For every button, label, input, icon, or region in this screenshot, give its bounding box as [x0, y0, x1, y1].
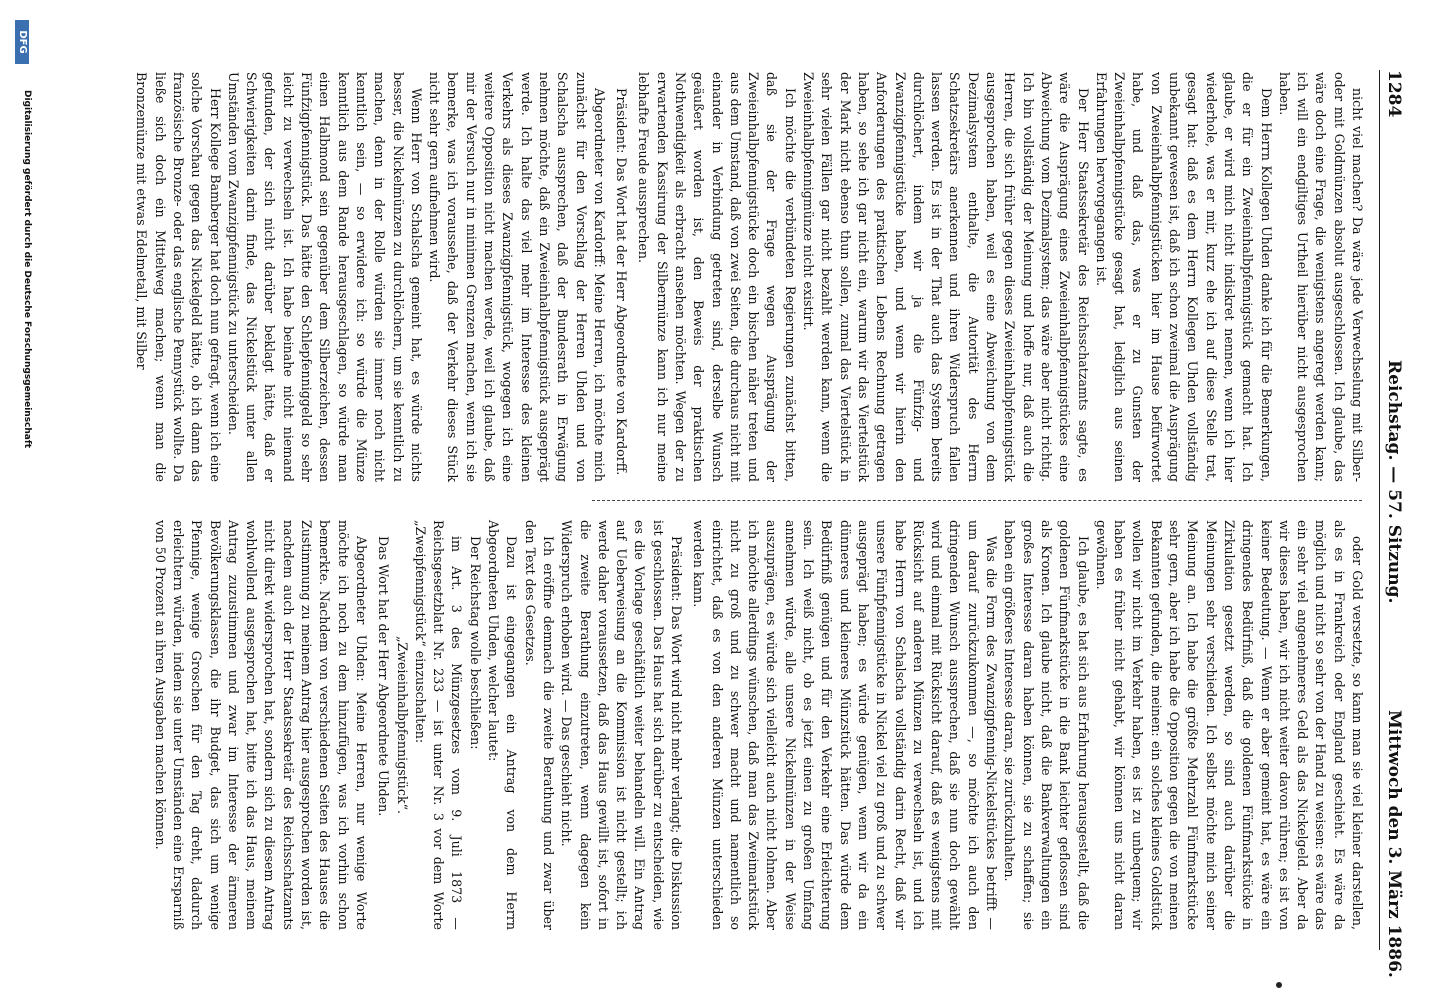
paragraph: Ich glaube, es hat sich aus Erfahrung herausgestellt, daß die goldenen Fünfmarkstücke in die Bank leichter geflossen sind als Kronen. Ich glaube nicht, daß die Bankverwaltungen ein großes Interesse daran haben können, sie zu schaffen; sie haben ein größeres Interesse daran, sie zurückzuhalten.: [1002, 520, 1091, 930]
header-rule: [1379, 70, 1380, 950]
paragraph: Wenn Herr von Schalscha gemeint hat, es würde nichts besser, die Nickelmünzen zu durchlöchern, um sie kenntlich zu machen, denn in der Rolle würden sie immer noch nicht kenntlich sein, — so erwidere ich: so würde die Münze kenntlich aus dem Rande herausgeschlagen, so würde man einen Halbmond sein gegenüber dem Silberzeichen, dessen Fünfzigpfennigstück. Das hätte den Schlepfenniggeld so sehr leicht zu verwechseln ist. Ich habe beinahe nicht niemand gefunden, der sich nicht darüber beklagt hätte, daß er Schwierigkeiten darin finde, das Nickelstück unter allen Umständen vom Zwanzigpfennigstück zu unterscheiden.: [225, 72, 424, 482]
paragraph: nicht viel machen? Da wäre jede Verwechselung mit Silber- oder mit Goldmünzen absolut ausgeschlossen. Ich glaube, das wäre doch eine Frage, die wenigstens angeregt werden kann; ich will ein endgiltiges Urtheil hierüber nicht ausgesprochen haben.: [1276, 72, 1365, 482]
left-column: [134, 72, 1366, 482]
paragraph: Dazu ist eingegangen ein Antrag von dem Herrn Abgeordneten Uhden, welcher lautet:: [486, 520, 520, 930]
paragraph: Abgeordneter Uhden: Meine Herren, nur wenige Worte möchte ich noch zu dem hinzufügen, was ich vorhin schon bemerkte. Nachdem von verschiedenen Seiten des Hauses die Zustimmung zu meinem Antrag hier ausgesprochen worden ist, nachdem auch der Herr Staatssekretär des Reichsschatzamts nicht direkt widersprochen hat, sondern sich zu diesem Antrag wohlwollend ausgesprochen hat, bitte ich das Haus, meinem Antrag zuzustimmen und zwar im Interesse der ärmeren Bevölkerungsklassen, die ihr Budget, das sich um wenige Pfennige, wenige Groschen für den Tag dreht, dadurch erleichtern würden, indem sie unter Umständen eine Ersparniß von 50 Prozent an ihren Ausgaben machen können.: [152, 520, 369, 930]
right-column: [152, 520, 1366, 930]
page-header: [1378, 70, 1404, 978]
page-date: Mittwoch den 3. März 1886.: [1384, 710, 1404, 978]
dfg-logo: DFG: [15, 20, 29, 64]
paragraph: Abgeordneter von Kardorff: Meine Herren, ich möchte mich zunächst für den Vorschlag der Herren Uhden und von Schalscha aussprechen, daß der Bundesrath in Erwägung nehmen möchte, daß ein Zweieinhalbpfennigstück ausgeprägt werde. Ich halte das viel mehr im Interesse des kleinen Verkehrs als dieses Zwanzigpfennigstück, wogegen ich eine weitere Opposition nicht machen werde, weil ich glaube, daß mir der Versuch nur in minimen Grenzen machen, wenn ich sie bemerke, was ich voraussehe, daß der Verkehr dieses Stück nicht sehr gern aufnehmen wird.: [427, 72, 607, 482]
paragraph: Präsident: Das Wort hat der Herr Abgeordnete von Kardorff.: [614, 88, 630, 476]
paragraph: „Zweieinhalbpfennigstück“.: [394, 635, 410, 815]
paragraph: Der Reichstag wolle beschließen:: [467, 536, 483, 750]
paragraph: Was die Form des Zwanzigpfennig-Nickelstückes betrifft — um darauf zurückzukommen —, so möchte ich auch den dringenden Wunsch aussprechen, daß sie nun doch gewählt wird und einmal mit Rücksicht darauf, daß es wenigstens mit Rücksicht auf anderen Münzen zu verwechseln ist, und ich habe Herrn von Schalscha vollständig darin Recht, daß wir unsere Fünfpfennigstücke in Nickel viel zu groß und zu schwer ausgeprägt haben; es würde genügen, wenn wir da ein dünneres und kleineres Münzstück hätten. Das würde dem Bedürfniß genügen und für den Verkehr eine Erleichterung sein. Ich weiß nicht, ob es jetzt einen zu großen Umfang annehmen würde, alle unsere Nickelmünzen in der Weise auszuprägen, es würde sich vielleicht auch nicht lohnen. Aber ich möchte allerdings wünschen, daß man das Zweimarkstück nicht zu groß und zu schwer macht und namentlich so einrichtet, daß es von den anderen Münzen unterschieden werden kann.: [691, 520, 1000, 930]
paragraph: Herr Kollege Bamberger hat doch nun gefragt, wenn ich eine solche Vorschau gegen das Nickelgeld hätte, ob ich dann das französische Bronze- oder das englische Pennystück wollte. Da ließe sich doch ein Mittelweg machen; wenn man die Bronzemünze mit etwas Edelmetall, mit Silber: [134, 72, 223, 482]
paragraph: im Art. 3 des Münzgesetzes vom 9. Juli 1873 — Reichsgesetzblatt Nr. 233 — ist unter Nr. 3 vor dem Worte „Zweipfennigstück“ einzuschalten:: [412, 520, 465, 930]
page-title: Reichstag. — 57. Sitzung.: [1384, 360, 1404, 604]
paragraph: Präsident: Das Wort wird nicht mehr verlangt; die Diskussion ist geschlossen. Das Haus hat sich darüber zu entscheiden, wie es die Vorlage geschäftlich weiter behandeln will. Ein Antrag auf Ueberweisung an die Kommission ist nicht gestellt; ich werde daher voraussetzen, daß das Haus gewillt ist, sofort in die zweite Berathung einzutreten, wenn dagegen kein Widerspruch erhoben wird. — Das geschieht nicht.: [559, 520, 685, 930]
paragraph: Ich eröffne demnach die zweite Berathung und zwar über den Text des Gesetzes.: [522, 520, 556, 930]
paragraph: Das Wort hat der Herr Abgeordnete Uhden.: [376, 536, 392, 817]
paragraph: oder Gold versetzte, so kann man sie viel kleiner darstellen, als es in Frankreich oder England geschieht. Es wäre da möglich und nicht so sehr von der Hand zu weisen: es wäre das ein sehr viel angenehmeres Geld als das Nickelgeld. Aber da wir dieses haben, wir ich nicht weiter davon rühren; es ist von keiner Bedeutung. — Wenn er aber gemeint hat, es wäre ein dringendes Bedürfniß, daß die goldenen Fünfmarkstücke in Zirkulation gesetzt werden, so sind auch darüber die Meinungen sehr verschieden. Ich selbst möchte mich seiner Meinung an. Ich habe die größte Mehrzahl Fünfmarkstücke sehr gern, aber ich habe die Opposition gegen die von meinen Bekannten gefunden, die meinen: ein solches kleines Goldstück wollen wir nicht im Verkehr haben, es ist zu unbequem; wir haben es früher nicht gehabt, wir können uns nicht daran gewöhnen.: [1093, 520, 1365, 930]
digitization-credit: Digitalisierung gefördert durch die Deutsche Forschungsgemeinschaft: [22, 90, 32, 449]
scan-speck: [1276, 982, 1282, 988]
page-number: 1284: [1384, 70, 1404, 118]
paragraph: Ich möchte die verbündeten Regierungen zunächst bitten, daß sie der Frage wegen Ausprägung der Zweieinhalbpfennigstücke doch ein bischen näher treten und aus dem Umstand, daß von zwei Seiten, die durchaus nicht mit einander in Verbindung getreten sind, derselbe Wunsch geäußert worden ist, den Beweis der praktischen Nothwendigkeit als erbracht ansehen möchten. Wegen der zu erwartenden Kassirung der Silbermünze kann ich nur meine lebhafte Freude aussprechen.: [636, 72, 798, 482]
column-separator: [592, 500, 1362, 501]
paragraph: Dem Herrn Kollegen Uhden danke ich für die Bemerkungen, die er für ein Zweieinhalbpfennigstück gemacht hat. Ich glaube, er wird mich nicht indiskret nennen, wenn ich hier wiederhole, was er mir, kurz ehe ich auf diese Stelle trat, gesagt hat: daß es dem Herrn Kollegen Uhden vollständig unbekannt gewesen ist, daß ich schon zweimal die Ausprägung von Zweieinhalbpfennigstücken hier im Hause befürwortet habe, und daß das, was er zu Gunsten der Zweieinhalbpfennigstücke gesagt hat, lediglich aus seinen Erfahrungen hervorgegangen ist.: [1093, 72, 1274, 482]
paragraph: Der Herr Staatssekretär des Reichsschatzamts sagte, es wäre die Ausprägung eines Zweieinhalbpfennigstückes eine Abweichung vom Dezimalsystem; das wäre aber nicht richtig. Ich bin vollständig der Meinung und hoffe nur, daß auch die Herren, die sich früher gegen dieses Zweieinhalbpfennigstück ausgesprochen haben, weil es eine Abweichung von dem Dezimalsystem enthalte, die Autorität des Herrn Schatzsekretärs anerkennen und ihren Widerspruch fallen lassen werden. Es ist in der That auch das System bereits durchlöchert, indem wir ja die Fünfzig- und Zwanzigpfennigstücke haben, und wenn wir hierin den Anforderungen des praktischen Lebens Rechnung getragen haben, so sehe ich gar nicht ein, warum wir das Viertelstück der Mark nicht ebenso thun sollen, zumal das Viertelstück in sehr vielen Fällen gar nicht bezahlt werden kann, wenn die Zweieinhalbpfennigmünze nicht existirt.: [801, 72, 1091, 482]
